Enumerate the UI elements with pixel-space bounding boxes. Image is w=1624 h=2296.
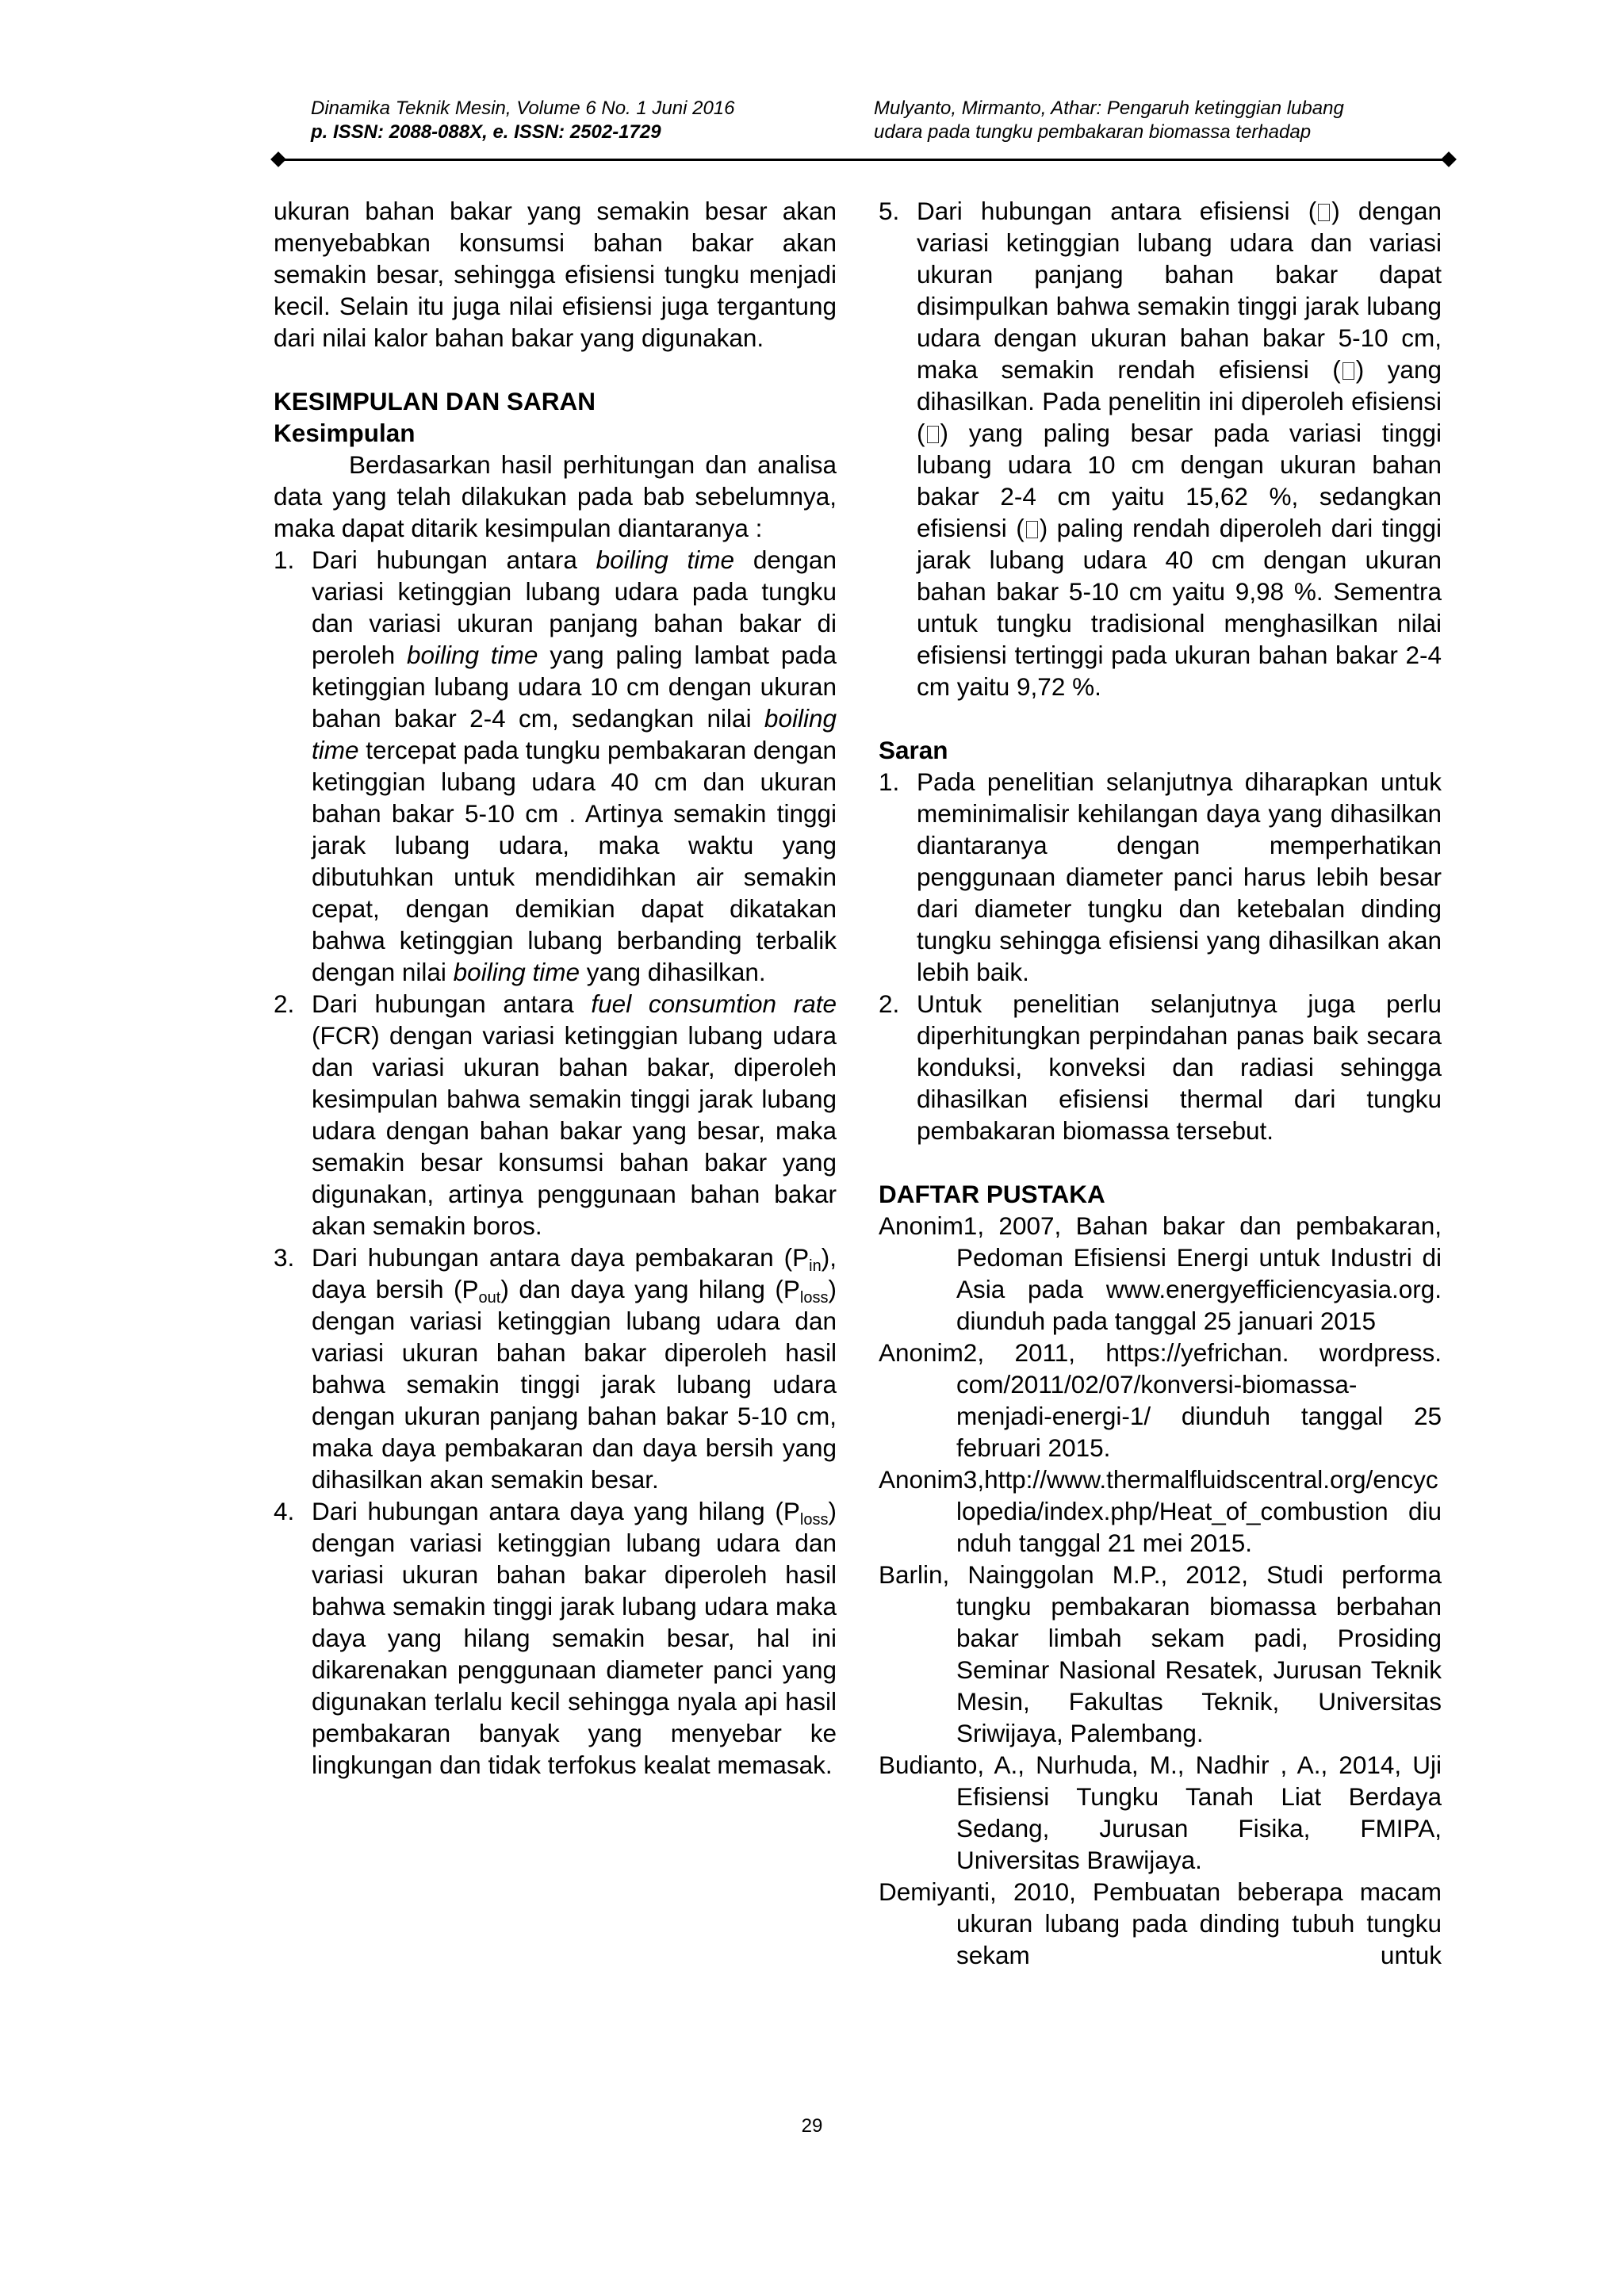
saran-heading: Saran bbox=[879, 736, 948, 764]
header-rule bbox=[278, 159, 1447, 161]
missing-glyph-icon bbox=[1318, 204, 1330, 221]
list-item: 1. Dari hubungan antara boiling time dengan variasi ketinggian lubang udara pada tungku dan variasi ukuran panjang bahan bakar di peroleh boiling time yang paling lambat pada ketinggian lubang udara 10 cm dengan ukuran bahan bakar 2-4 cm, sedangkan nilai boiling time tercepat pada tungku pembakaran dengan ketinggian lubang udara 40 cm dan ukuran bahan bakar 5-10 cm . Artinya semakin tinggi jarak lubang udara, maka waktu yang dibutuhkan untuk mendidihkan air semakin cepat, dengan demikian dapat dikatakan bahwa ketinggian lubang berbanding terbalik dengan nilai boiling time yang dihasilkan. bbox=[274, 545, 837, 986]
saran-list bbox=[879, 766, 1442, 1146]
running-header-left bbox=[311, 97, 802, 144]
list-item: 2. Untuk penelitian selanjutnya juga perlu diperhitungkan perpindahan panas baik secara konduksi, konveksi dan radiasi sehingga dihasilkan efisiensi thermal dari tungku pembakaran biomassa tersebut. bbox=[879, 989, 1442, 1145]
left-column bbox=[274, 195, 837, 1781]
continuation-paragraph: ukuran bahan bakar yang semakin besar akan menyebabkan konsumsi bahan bakar akan semakin besar, sehingga efisiensi tungku menjadi kecil. Selain itu juga nilai efisiensi juga tergantung dari nilai kalor bahan bakar yang digunakan. bbox=[274, 197, 837, 352]
missing-glyph-icon bbox=[1026, 521, 1038, 538]
reference-item: Anonim3,http://www.thermalfluidscentral.org/encyclopedia/index.php/Heat_of_combustion diunduh tanggal 21 mei 2015. bbox=[879, 1465, 1442, 1557]
list-item: 3. Dari hubungan antara daya pembakaran $(P_{in})$, daya bersih $(P_{out})$ dan daya yang hilang $(P_{loss})$ dengan variasi ketinggian lubang udara dan variasi ukuran bahan bakar diperoleh hasil bahwa semakin tinggi jarak lubang udara dengan ukuran panjang bahan bakar 5-10 cm, maka daya pembakaran dan daya bersih yang dihasilkan akan semakin besar. bbox=[274, 1243, 837, 1494]
journal-volume: Dinamika Teknik Mesin, Volume 6 No. 1 Juni 2016 bbox=[311, 98, 735, 119]
journal-issn: p. ISSN: 2088-088X, e. ISSN: 2502-1729 bbox=[311, 121, 661, 143]
section-heading: KESIMPULAN DAN SARAN bbox=[274, 387, 596, 415]
subsection-heading: Kesimpulan bbox=[274, 419, 416, 447]
list-item: 1. Pada penelitian selanjutnya diharapkan untuk meminimalisir kehilangan daya yang dihasilkan diantaranya dengan memperhatikan penggunaan diameter panci harus lebih besar dari diameter tungku dan ketebalan dinding tungku sehingga efisiensi yang dihasilkan akan lebih baik. bbox=[879, 767, 1442, 986]
reference-item: Barlin, Nainggolan M.P., 2012, Studi performa tungku pembakaran biomassa berbahan bakar limbah sekam padi, Prosiding Seminar Nasional Resatek, Jurusan Teknik Mesin, Fakultas Teknik, Universitas Sriwijaya, Palembang. bbox=[879, 1560, 1442, 1747]
kesimpulan-intro: Berdasarkan hasil perhitungan dan analisa data yang telah dilakukan pada bab sebelumnya, maka dapat ditarik kesimpulan diantaranya : bbox=[274, 450, 837, 542]
rule-diamond-right bbox=[1441, 151, 1457, 167]
kesimpulan-list bbox=[274, 544, 837, 1781]
article-title-cont: udara pada tungku pembakaran biomassa terhadap bbox=[874, 121, 1312, 143]
list-item: 2. Dari hubungan antara fuel consumtion rate (FCR) dengan variasi ketinggian lubang udara dan variasi ukuran bahan bakar, diperoleh kesimpulan bahwa semakin tinggi jarak lubang udara dengan bahan bakar yang besar, maka semakin besar konsumsi bahan bakar yang digunakan, artinya penggunaan bahan bakar akan semakin boros. bbox=[274, 989, 837, 1240]
reference-item: Budianto, A., Nurhuda, M., Nadhir , A., 2014, Uji Efisiensi Tungku Tanah Liat Berdaya Sedang, Jurusan Fisika, FMIPA, Universitas Brawijaya. bbox=[879, 1751, 1442, 1874]
kesimpulan-list-cont bbox=[879, 195, 1442, 702]
list-item: 5. Dari hubungan antara efisiensi ( ) dengan variasi ketinggian lubang udara dan variasi ukuran panjang bahan bakar dapat disimpulkan bahwa semakin tinggi jarak lubang udara dengan ukuran bahan bakar 5-10 cm, maka semakin rendah efisiensi ( ) yang dihasilkan. Pada penelitin ini diperoleh efisiensi ( ) yang paling besar pada variasi tinggi lubang udara 10 cm dengan ukuran bahan bakar 2-4 cm yaitu 15,62 %, sedangkan efisiensi ( ) paling rendah diperoleh dari tinggi jarak lubang udara 40 cm dengan ukuran bahan bakar 5-10 cm yaitu 9,98 %. Sementra untuk tungku tradisional menghasilkan nilai efisiensi tertinggi pada ukuran bahan bakar 2-4 cm yaitu 9,72 %. bbox=[879, 197, 1442, 701]
list-item: 4. Dari hubungan antara daya yang hilang $(P_{loss})$ dengan variasi ketinggian lubang udara dan variasi ukuran bahan bakar diperoleh hasil bahwa semakin tinggi jarak lubang udara maka daya yang hilang semakin besar, hal ini dikarenakan penggunaan diameter panci yang digunakan terlalu kecil sehingga nyala api hasil pembakaran banyak yang menyebar ke lingkungan dan tidak terfokus kealat memasak. bbox=[274, 1497, 837, 1779]
reference-item: Anonim2, 2011, https://yefrichan. wordpress. com/2011/02/07/konversi-biomassa-menjadi-energi-1/ diunduh tanggal 25 februari 2015. bbox=[879, 1338, 1442, 1462]
missing-glyph-icon bbox=[1342, 362, 1354, 380]
running-header-right bbox=[874, 97, 1445, 144]
references-heading: DAFTAR PUSTAKA bbox=[879, 1180, 1105, 1208]
right-column bbox=[879, 195, 1442, 1971]
page-number: 29 bbox=[801, 2115, 823, 2137]
references-list bbox=[879, 1210, 1442, 1971]
missing-glyph-icon bbox=[927, 426, 939, 443]
reference-item: Demiyanti, 2010, Pembuatan beberapa macam ukuran lubang pada dinding tubuh tungku sekam untuk bbox=[879, 1877, 1442, 1969]
article-authors-title: Mulyanto, Mirmanto, Athar: Pengaruh ketinggian lubang bbox=[874, 98, 1344, 119]
reference-item: Anonim1, 2007, Bahan bakar dan pembakaran, Pedoman Efisiensi Energi untuk Industri di Asia pada www.energyefficiencyasia.org. diunduh pada tanggal 25 januari 2015 bbox=[879, 1211, 1442, 1335]
rule-diamond-left bbox=[270, 151, 286, 167]
